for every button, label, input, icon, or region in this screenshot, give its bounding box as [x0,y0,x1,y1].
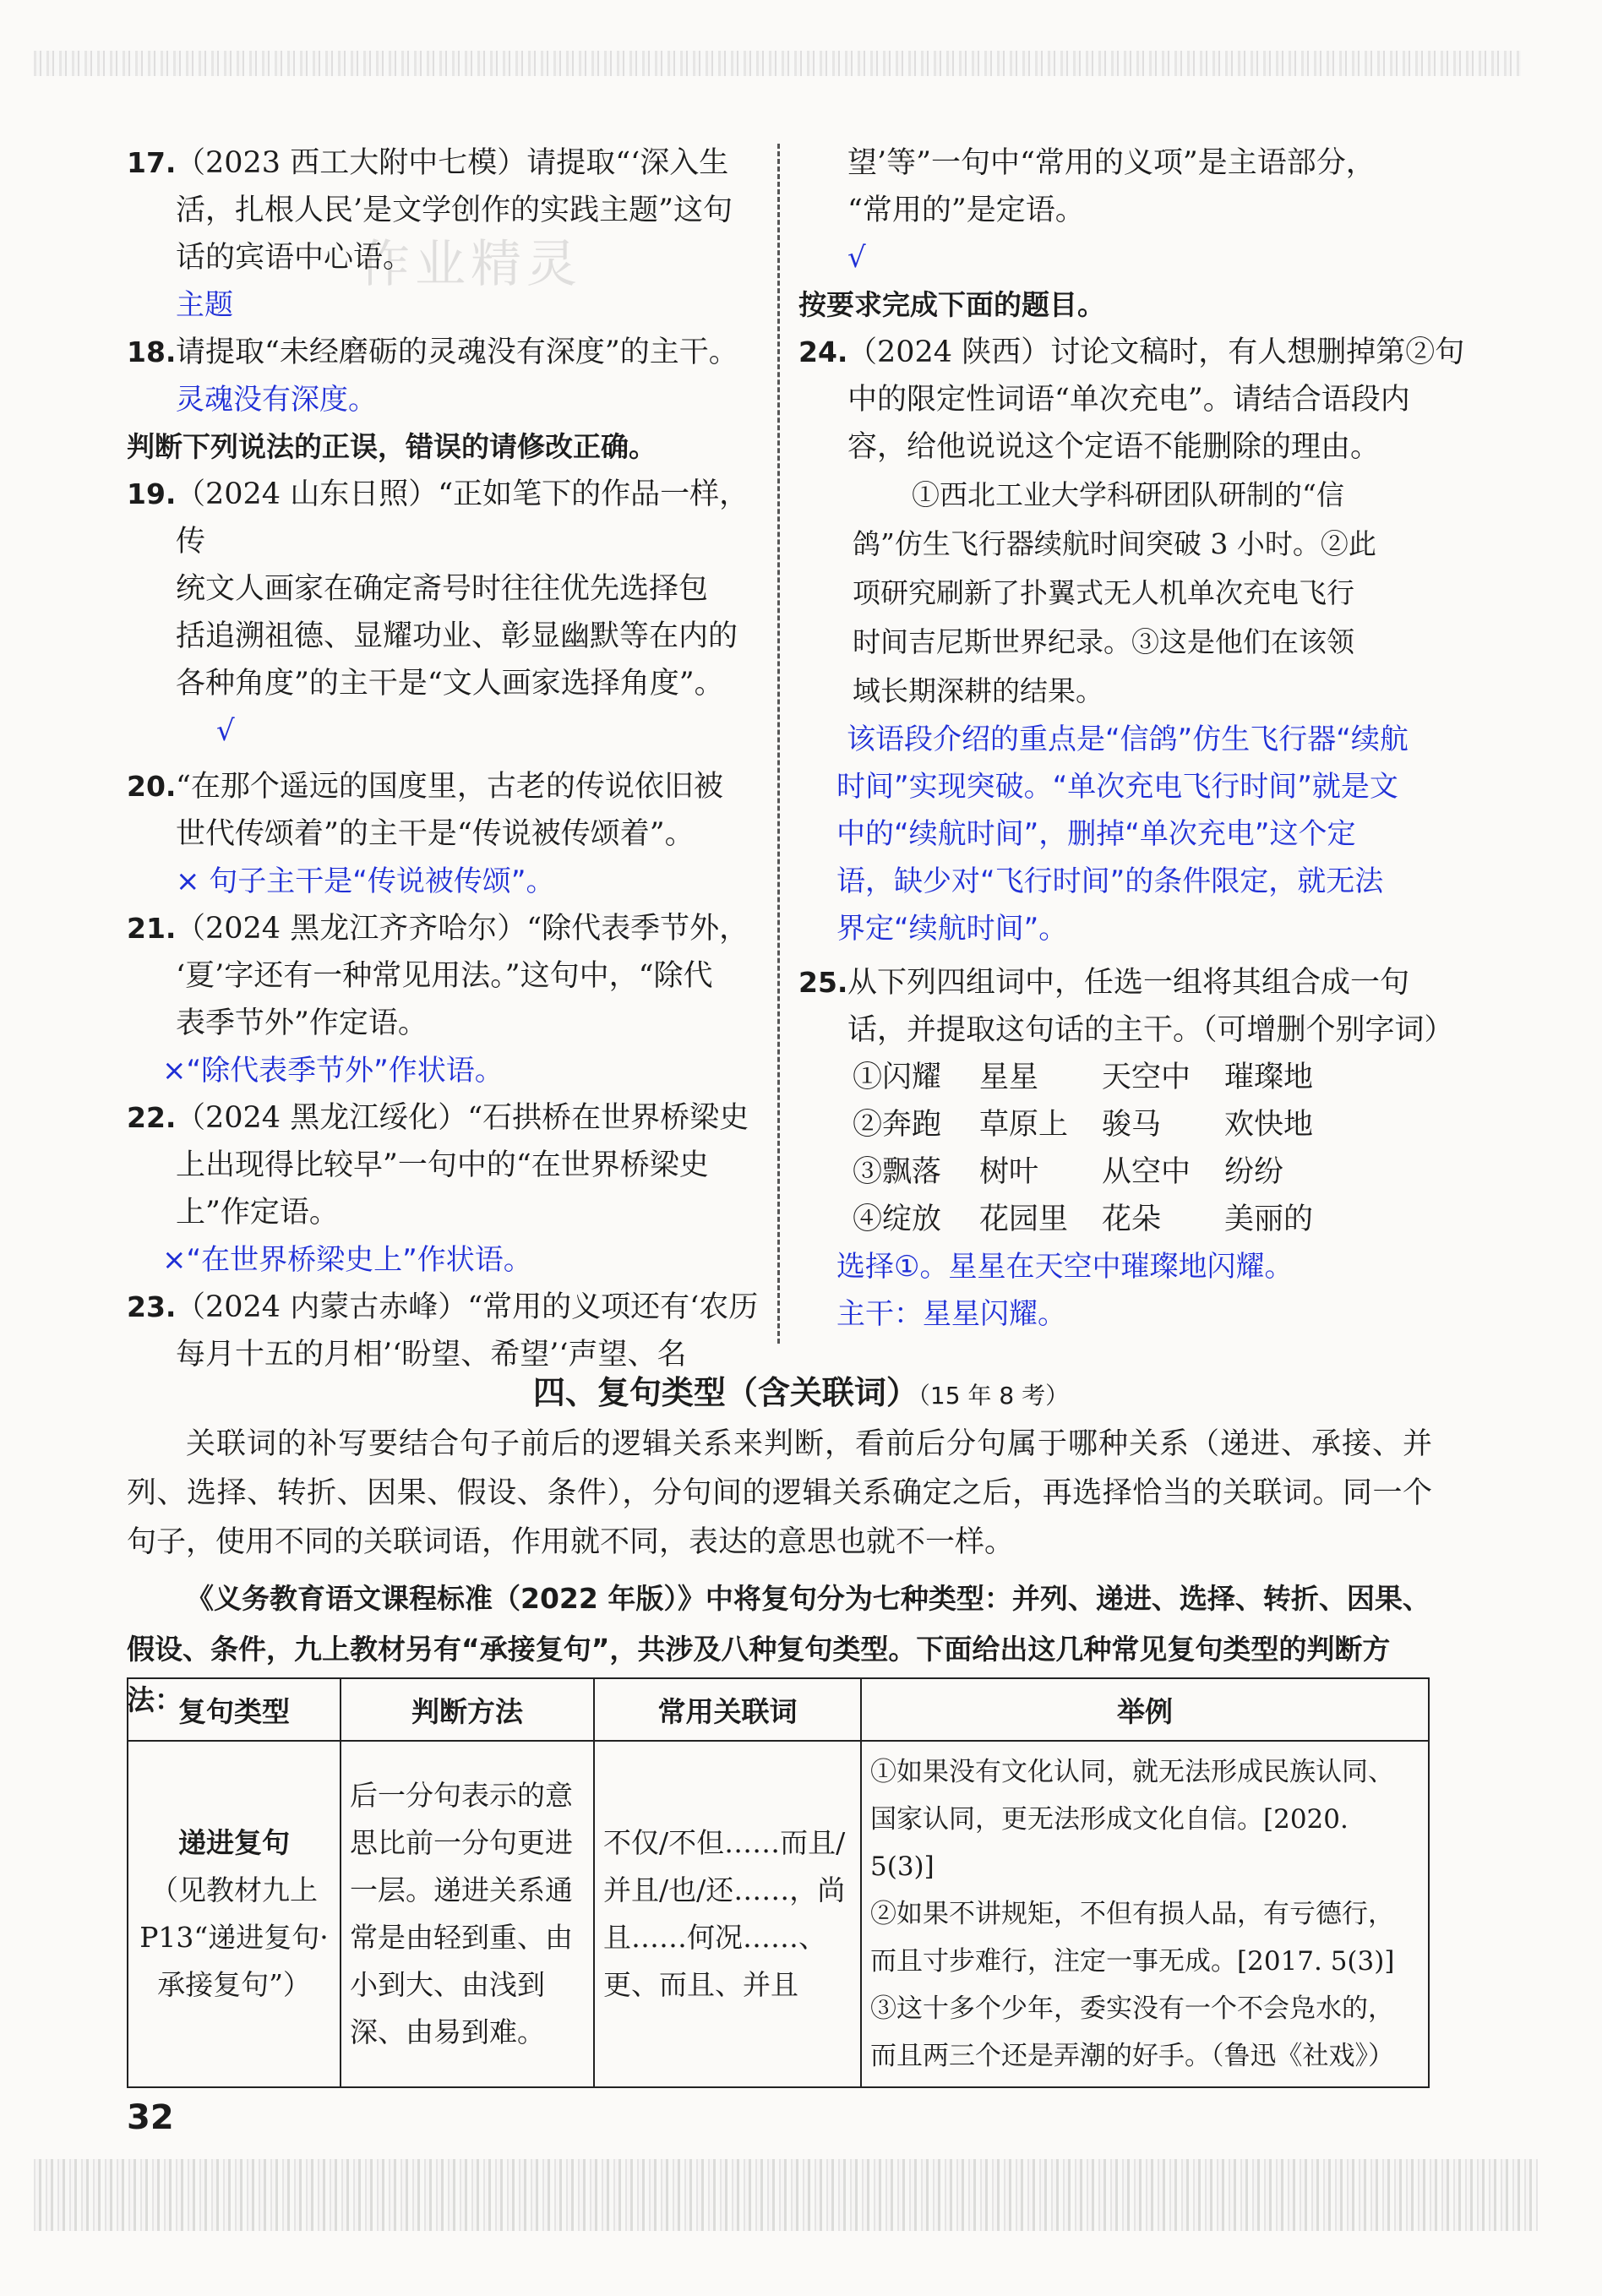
table-header: 常用关联词 [594,1678,861,1741]
instruction-judge: 判断下列说法的正误，错误的请修改正确。 [127,430,657,463]
question-number: 23. [127,1290,177,1323]
type-cell: 递进复句 （见教材九上 P13“递进复句·承接复句”） [128,1741,341,2087]
right-column [798,139,1474,1338]
method-cell: 后一分句表示的意思比前一分句更进一层。递进关系通常是由轻到重、由小到大、由浅到深、由易到难。 [341,1741,594,2087]
section-note: （15 年 8 考） [918,1382,1070,1410]
answer: 主题 [176,288,233,322]
answer: √ [216,714,235,748]
answer: ×“在世界桥梁史上”作状语。 [162,1243,532,1277]
answer-25: 选择①。星星在天空中璀璨地闪耀。 主干：星星闪耀。 [836,1250,1294,1331]
word-group-row: ④绽放 花园里 花朵 美丽的 [853,1203,1314,1236]
left-column [127,139,769,1378]
question-number: 22. [127,1101,177,1134]
page-number: 32 [127,2098,174,2137]
instruction-complete: 按要求完成下面的题目。 [798,288,1105,321]
table-header: 判断方法 [341,1678,594,1741]
scan-noise-top [34,51,1521,76]
answer: × 句子主干是“传说被传颂”。 [176,864,555,898]
question-25: 25. 从下列四组词中，任选一组将其组合成一句 话，并提取这句话的主干。（可增删个别字词） [798,959,1474,1054]
question-24: 24. （2024 陕西）讨论文稿时，有人想删掉第②句 中的限定性词语“单次充电”。请结合语段内 容，给他说说这个定语不能删除的理由。 [798,329,1474,471]
question-number: 17. [127,146,177,179]
scan-noise-bottom [34,2159,1538,2231]
table-row [128,1741,1429,2087]
question-number: 25. [798,966,848,999]
question-number: 20. [127,770,177,803]
table-header: 复句类型 [128,1678,341,1741]
reading-passage: ①西北工业大学科研团队研制的“信 鸽”仿生飞行器续航时间突破 3 小时。②此 项研究刷新了扑翼式无人机单次充电飞行 时间吉尼斯世界纪录。③这是他们在该领 域长期深耕的结果。 [853,478,1376,707]
intro-paragraph: 关联词的补写要结合句子前后的逻辑关系来判断，看前后分句属于哪种关系（递进、承接、并列、选择、转折、因果、假设、条件），分句间的逻辑关系确定之后，再选择恰当的关联词。同一个句子，使用不同的关联词语，作用就不同，表达的意思也就不一样。 [127,1427,1432,1559]
question-number: 18. [127,335,177,368]
question-23-continued: 望’等”一句中“常用的义项”是主语部分， “常用的”是定语。 √ [798,139,1474,281]
answer: ×“除代表季节外”作状语。 [162,1054,504,1088]
question-number: 21. [127,912,177,945]
column-divider [777,144,780,1344]
clause-types-table [127,1677,1430,2088]
answer: 灵魂没有深度。 [176,383,377,417]
word-group-row: ①闪耀 星星 天空中 璀璨地 [853,1061,1314,1094]
table-header: 举例 [861,1678,1429,1741]
question-18: 18. 请提取“未经磨砺的灵魂没有深度”的主干。 灵魂没有深度。 [127,329,769,423]
question-22: 22. （2024 黑龙江绥化）“石拱桥在世界桥梁史 上出现得比较早”一句中的“在世界桥梁史 上”作定语。 ×“在世界桥梁史上”作状语。 [127,1094,769,1284]
word-group-row: ③飘落 树叶 从空中 纷纷 [853,1155,1284,1189]
word-group-row: ②奔跑 草原上 骏马 欢快地 [853,1108,1314,1142]
standard-paragraph: 《义务教育语文课程标准（2022 年版）》中将复句分为七种类型：并列、递进、选择、转折、因果、假设、条件，九上教材另有“承接复句”，共涉及八种复句类型。下面给出这几种常见复句类型的判断方法： [127,1582,1430,1716]
question-number: 24. [798,335,848,368]
table-header-row [128,1678,1429,1741]
answer-24: 该语段介绍的重点是“信鸽”仿生飞行器“续航 时间”实现突破。“单次充电飞行时间”就是文 中的“续航时间”，删掉“单次充电”这个定 语，缺少对“飞行时间”的条件限定，就无法 界定“续航时间”。 [836,723,1409,946]
question-17: 17. （2023 西工大附中七模）请提取“‘深入生 活，扎根人民’是文学创作的实践主题”这句 话的宾语中心语。 主题 [127,139,769,329]
question-21: 21. （2024 黑龙江齐齐哈尔）“除代表季节外， ‘夏’字还有一种常见用法。”这句中，“除代 表季节外”作定语。 ×“除代表季节外”作状语。 [127,905,769,1094]
question-number: 19. [127,477,177,510]
watermark: 作业精灵 [359,235,582,294]
conjunction-cell: 不仅/不但……而且/并且/也/还……，尚且……何况……、更、而且、并且 [594,1741,861,2087]
section-title: 四、复句类型（含关联词）（15 年 8 考） [532,1374,1070,1411]
example-cell: ①如果没有文化认同，就无法形成民族认同、国家认同，更无法形成文化自信。[2020. 5(3)] ②如果不讲规矩，不但有损人品，有亏德行，而且寸步难行，注定一事无成。[2017. 5(3)] ③这十多个少年，委实没有一个不会凫水的，而且两三个还是弄潮的好手。（鲁迅《社戏》） [861,1741,1429,2087]
answer: √ [847,241,866,275]
question-23: 23. （2024 内蒙古赤峰）“常用的义项还有‘农历 每月十五的月相’‘盼望、希望’‘声望、名 [127,1284,769,1378]
question-20: 20. “在那个遥远的国度里，古老的传说依旧被 世代传颂着”的主干是“传说被传颂着”。 × 句子主干是“传说被传颂”。 [127,763,769,905]
question-19: 19. （2024 山东日照）“正如笔下的作品一样，传 统文人画家在确定斋号时往往优先选择包 括追溯祖德、显耀功业、彰显幽默等在内的 各种角度”的主干是“文人画家选择角度”。 √ [127,471,769,755]
word-groups [798,1054,1474,1243]
